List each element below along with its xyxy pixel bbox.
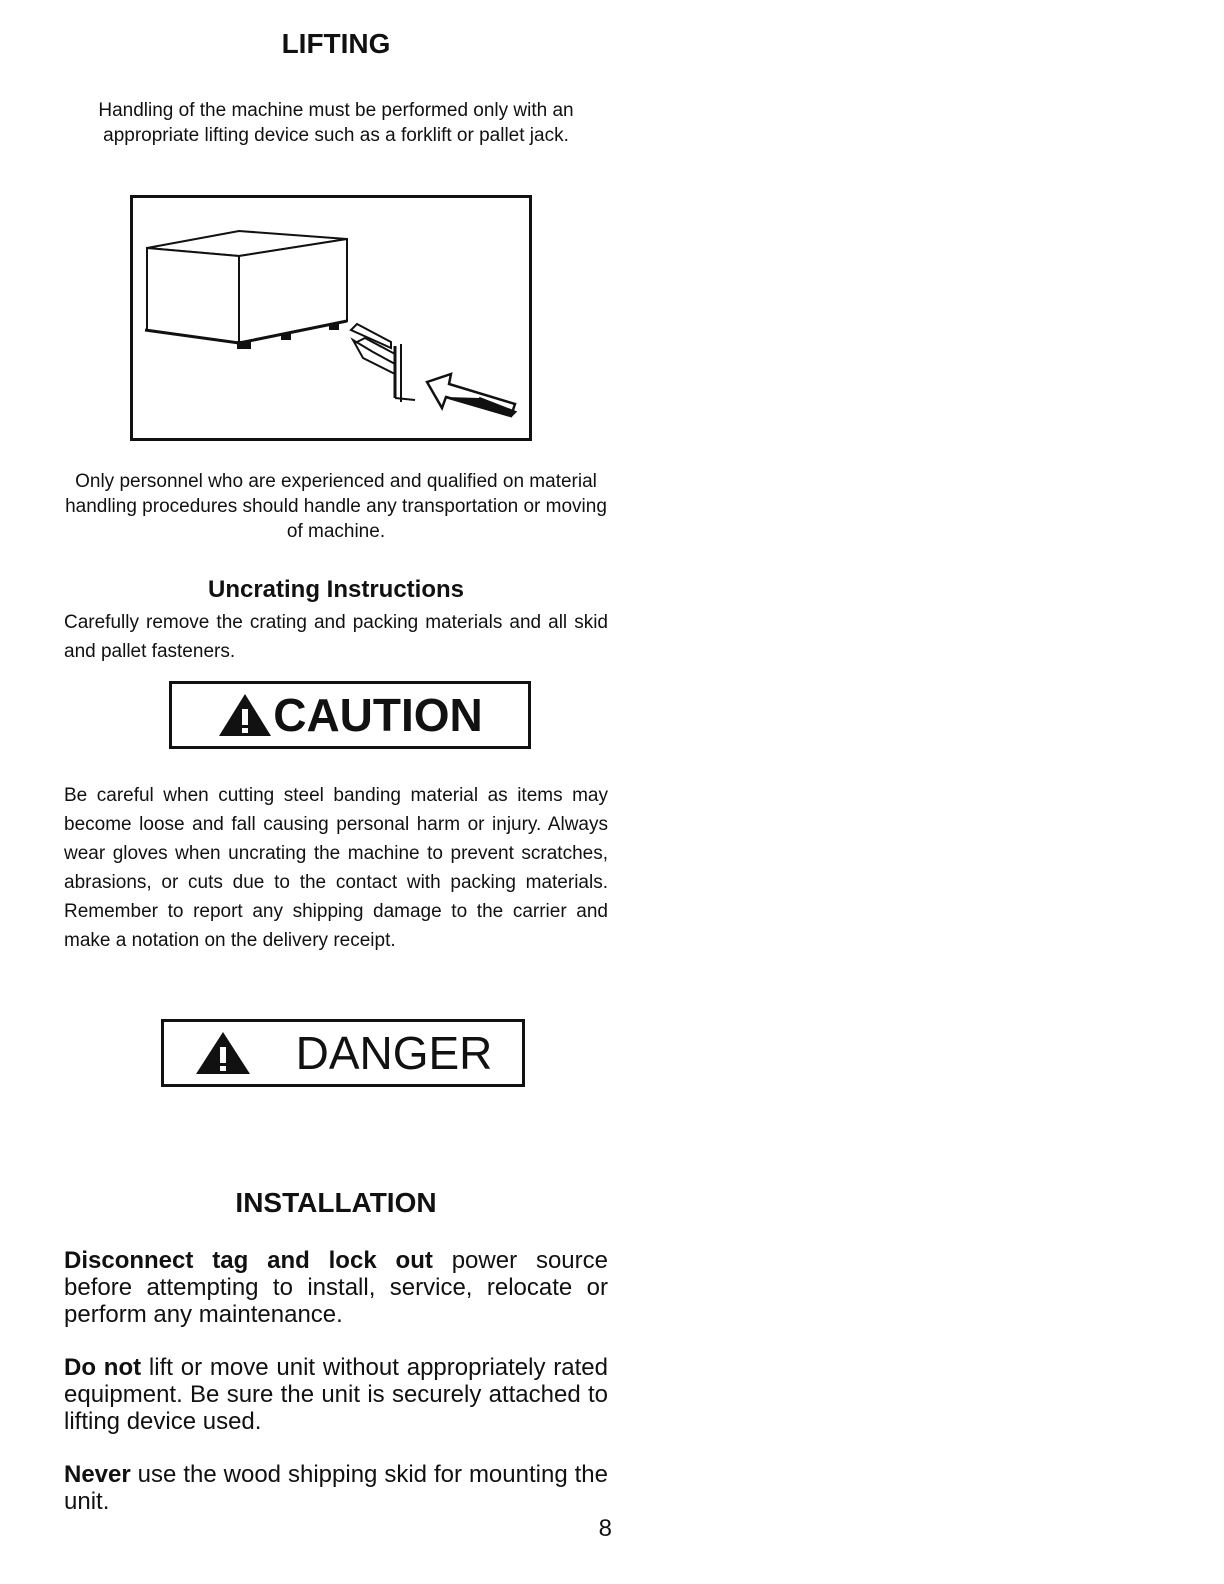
page-number: 8 bbox=[598, 1515, 612, 1542]
installation-paragraph-text: lift or move unit without appropriately rated equipment. Be sure the unit is securely attached to lifting device used. bbox=[64, 1354, 608, 1435]
installation-paragraph-text: power source before attempting to install, service, relocate or perform any maintenance. bbox=[64, 1247, 608, 1328]
uncrating-heading: Uncrating Instructions bbox=[207, 576, 465, 603]
handling-paragraph: Handling of the machine must be performed only with an appropriate lifting device such as a forklift or pallet jack. bbox=[98, 100, 574, 146]
installation-paragraph-disconnect bbox=[64, 1247, 608, 1328]
crate-forklift-illustration bbox=[133, 198, 529, 438]
uncrating-paragraph: Carefully remove the crating and packing materials and all skid and pallet fasteners. bbox=[64, 612, 608, 662]
installation-paragraph-bold: Disconnect tag and lock out bbox=[64, 1247, 433, 1274]
warning-triangle-icon bbox=[217, 692, 273, 738]
warning-triangle-icon bbox=[194, 1030, 252, 1076]
installation-paragraph-do-not bbox=[64, 1354, 608, 1435]
installation-paragraph-bold: Never bbox=[64, 1461, 131, 1488]
installation-paragraph-bold: Do not bbox=[64, 1354, 142, 1381]
forklift-crate-figure bbox=[130, 195, 532, 441]
caution-label: CAUTION bbox=[273, 689, 483, 741]
installation-paragraph-never bbox=[64, 1461, 608, 1515]
danger-sign bbox=[161, 1019, 525, 1087]
installation-paragraph-text: use the wood shipping skid for mounting the unit. bbox=[64, 1461, 608, 1515]
caution-sign bbox=[169, 681, 531, 749]
lifting-heading: LIFTING bbox=[281, 28, 391, 59]
personnel-paragraph: Only personnel who are experienced and qualified on material handling procedures should handle any transportation or moving of machine. bbox=[65, 471, 607, 542]
caution-paragraph: Be careful when cutting steel banding material as items may become loose and fall causing personal harm or injury. Always wear gloves when uncrating the machine to prevent scratches, abrasions, or cuts due to the contact with packing materials. Remember to report any shipping damage to the carrier and make a notation on the delivery receipt. bbox=[64, 785, 608, 951]
danger-label: DANGER bbox=[295, 1027, 493, 1079]
installation-heading: INSTALLATION bbox=[235, 1187, 437, 1218]
